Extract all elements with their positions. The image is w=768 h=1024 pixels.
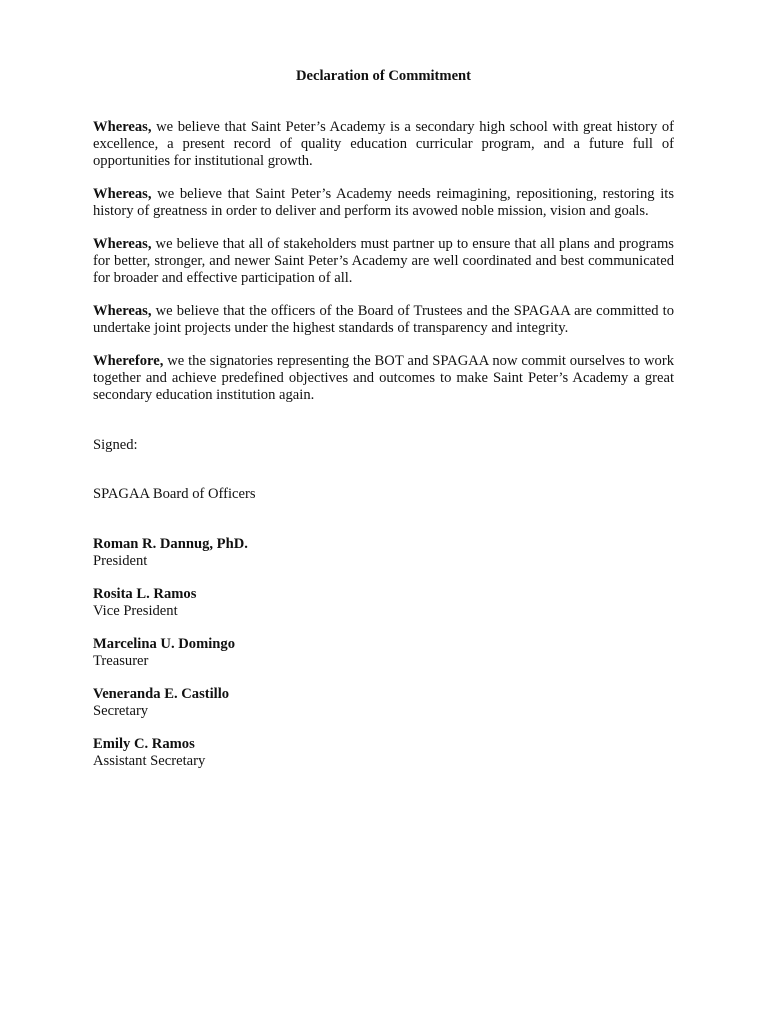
paragraph-lead: Whereas, bbox=[93, 119, 152, 135]
officer-entry bbox=[93, 636, 674, 670]
officer-name: Rosita L. Ramos bbox=[93, 586, 197, 602]
paragraph-whereas-1 bbox=[93, 119, 674, 170]
document-title: Declaration of Commitment bbox=[295, 68, 472, 84]
officer-name: Veneranda E. Castillo bbox=[93, 686, 230, 702]
officer-role: Secretary bbox=[93, 703, 149, 719]
officer-entry bbox=[93, 686, 674, 720]
paragraph-text: we believe that all of stakeholders must partner up to ensure that all plans and programs for better, stronger, and newer Saint Peter’s Academy are well coordinated and best communicated for broader and effective participation of all. bbox=[93, 236, 674, 286]
officer-name: Roman R. Dannug, PhD. bbox=[93, 536, 248, 552]
paragraph-text: we believe that the officers of the Board of Trustees and the SPAGAA are committed to undertake joint projects under the highest standards of transparency and integrity. bbox=[93, 303, 674, 336]
officer-list bbox=[93, 536, 674, 770]
paragraph-lead: Whereas, bbox=[93, 303, 152, 319]
officer-entry bbox=[93, 586, 674, 620]
officer-role: President bbox=[93, 553, 148, 569]
officer-name: Marcelina U. Domingo bbox=[93, 636, 236, 652]
paragraph-whereas-3 bbox=[93, 236, 674, 287]
officer-role: Assistant Secretary bbox=[93, 753, 206, 769]
paragraph-whereas-2 bbox=[93, 186, 674, 220]
paragraph-text: we the signatories representing the BOT and SPAGAA now commit ourselves to work together and achieve predefined objectives and outcomes to make Saint Peter’s Academy a great secondary education institution again. bbox=[93, 353, 674, 403]
paragraph-whereas-4 bbox=[93, 303, 674, 337]
board-label: SPAGAA Board of Officers bbox=[93, 486, 256, 502]
paragraph-text: we believe that Saint Peter’s Academy is a secondary high school with great history of excellence, a present record of quality education curricular program, and a future full of opportunities for institutional growth. bbox=[93, 119, 674, 169]
paragraph-lead: Wherefore, bbox=[93, 353, 164, 369]
document-page bbox=[93, 68, 674, 786]
officer-role: Vice President bbox=[93, 603, 178, 619]
signed-label: Signed: bbox=[93, 437, 138, 453]
officer-role: Treasurer bbox=[93, 653, 149, 669]
paragraph-text: we believe that Saint Peter’s Academy needs reimagining, repositioning, restoring its history of greatness in order to deliver and perform its avowed noble mission, vision and goals. bbox=[93, 186, 674, 219]
officer-entry bbox=[93, 536, 674, 570]
paragraph-lead: Whereas, bbox=[93, 186, 152, 202]
paragraph-lead: Whereas, bbox=[93, 236, 152, 252]
paragraph-wherefore bbox=[93, 353, 674, 404]
officer-name: Emily C. Ramos bbox=[93, 736, 195, 752]
officer-entry bbox=[93, 736, 674, 770]
